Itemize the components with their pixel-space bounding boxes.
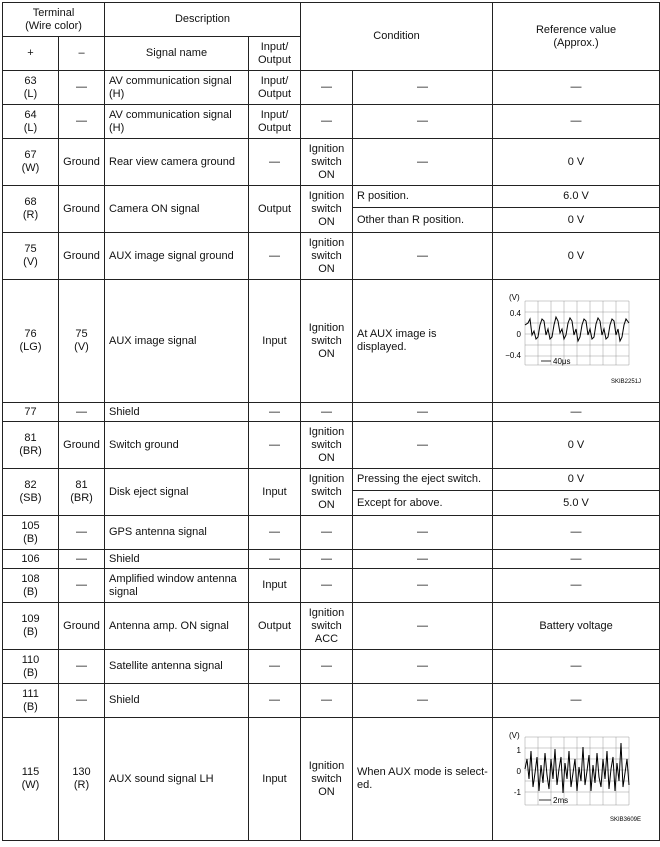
ignition-state: Ignition switch ON	[301, 718, 353, 841]
input-output: —	[249, 650, 301, 684]
input-output: Input	[249, 280, 301, 403]
terminal-plus: 109 (B)	[3, 603, 59, 650]
input-output: —	[249, 516, 301, 550]
terminal-plus: 81 (BR)	[3, 422, 59, 469]
signal-name: Shield	[105, 403, 249, 422]
ignition-state: Ignition switch ON	[301, 280, 353, 403]
figure-code: SKIB3609E	[609, 817, 642, 823]
condition: R position.	[353, 186, 493, 208]
terminal-plus: 115 (W)	[3, 718, 59, 841]
input-output: Output	[249, 603, 301, 650]
condition: At AUX image is displayed.	[353, 280, 493, 403]
signal-name: AUX image signal ground	[105, 233, 249, 280]
table-row	[3, 280, 660, 403]
table-row	[3, 71, 660, 105]
ignition-state: Ignition switch ACC	[301, 603, 353, 650]
reference-value: Battery voltage	[493, 603, 660, 650]
waveform-unit: (V)	[509, 731, 520, 740]
ignition-state: —	[301, 516, 353, 550]
terminal-plus: 106	[3, 550, 59, 569]
reference-value: —	[493, 71, 660, 105]
input-output: Output	[249, 186, 301, 233]
reference-value: 0 V	[493, 422, 660, 469]
header-input-output: Input/ Output	[249, 37, 301, 71]
condition: —	[353, 233, 493, 280]
header-minus: –	[59, 37, 105, 71]
terminal-minus: —	[59, 516, 105, 550]
header-description: Description	[105, 3, 301, 37]
reference-value: 0 V	[493, 139, 660, 186]
reference-value: —	[493, 650, 660, 684]
reference-value: —	[493, 516, 660, 550]
signal-name: Amplified window antenna signal	[105, 569, 249, 603]
reference-value: 0 V	[493, 233, 660, 280]
condition: —	[353, 603, 493, 650]
input-output: Input	[249, 718, 301, 841]
terminal-minus: Ground	[59, 186, 105, 233]
terminal-minus: —	[59, 403, 105, 422]
table-row	[3, 684, 660, 718]
terminal-minus: —	[59, 71, 105, 105]
terminal-minus: Ground	[59, 422, 105, 469]
waveform-tick: 0	[516, 330, 522, 339]
condition: Pressing the eject switch.	[353, 469, 493, 491]
condition: —	[353, 516, 493, 550]
signal-name: AUX image signal	[105, 280, 249, 403]
terminal-plus: 105 (B)	[3, 516, 59, 550]
terminal-plus: 111 (B)	[3, 684, 59, 718]
condition: When AUX mode is select- ed.	[353, 718, 493, 841]
reference-value: —	[493, 403, 660, 422]
input-output: —	[249, 139, 301, 186]
terminal-plus: 77	[3, 403, 59, 422]
time-scale-label: 40μs	[553, 357, 571, 366]
condition: —	[353, 650, 493, 684]
table-row	[3, 233, 660, 280]
reference-value: —	[493, 684, 660, 718]
waveform-tick: 0.4	[509, 309, 522, 318]
terminal-plus: 110 (B)	[3, 650, 59, 684]
terminal-minus: —	[59, 105, 105, 139]
header-signal-name: Signal name	[105, 37, 249, 71]
reference-value: 6.0 V	[493, 186, 660, 208]
terminal-plus: 82 (SB)	[3, 469, 59, 516]
table-row	[3, 139, 660, 186]
terminal-minus: —	[59, 650, 105, 684]
input-output: —	[249, 550, 301, 569]
table-row	[3, 105, 660, 139]
table-row	[3, 603, 660, 650]
terminal-minus: 81 (BR)	[59, 469, 105, 516]
table-row	[3, 650, 660, 684]
signal-name: GPS antenna signal	[105, 516, 249, 550]
condition: —	[353, 139, 493, 186]
ignition-state: Ignition switch ON	[301, 469, 353, 516]
reference-value: —	[493, 569, 660, 603]
condition: —	[353, 105, 493, 139]
input-output: Input	[249, 569, 301, 603]
aux-image-waveform-graph	[501, 291, 651, 391]
signal-name: Rear view camera ground	[105, 139, 249, 186]
table-row	[3, 569, 660, 603]
signal-name: AV communication signal (H)	[105, 71, 249, 105]
terminal-minus: 75 (V)	[59, 280, 105, 403]
ignition-state: —	[301, 105, 353, 139]
signal-name: Satellite antenna signal	[105, 650, 249, 684]
header-condition: Condition	[301, 3, 493, 71]
signal-name: AV communication signal (H)	[105, 105, 249, 139]
terminal-minus: —	[59, 684, 105, 718]
reference-value: —	[493, 550, 660, 569]
signal-name: Switch ground	[105, 422, 249, 469]
input-output: —	[249, 403, 301, 422]
condition: Other than R position.	[353, 208, 493, 233]
ignition-state: —	[301, 650, 353, 684]
table-row	[3, 186, 660, 208]
reference-value: —	[493, 105, 660, 139]
condition: —	[353, 550, 493, 569]
ignition-state: —	[301, 550, 353, 569]
aux-image-waveform	[493, 280, 660, 403]
time-scale-label: 2ms	[553, 796, 569, 805]
reference-value: 5.0 V	[493, 491, 660, 516]
header-plus: +	[3, 37, 59, 71]
signal-name: Shield	[105, 684, 249, 718]
condition: —	[353, 569, 493, 603]
signal-name: Shield	[105, 550, 249, 569]
terminal-plus: 68 (R)	[3, 186, 59, 233]
reference-value: 0 V	[493, 469, 660, 491]
condition: —	[353, 71, 493, 105]
table-row	[3, 403, 660, 422]
terminal-minus: Ground	[59, 603, 105, 650]
terminal-plus: 67 (W)	[3, 139, 59, 186]
table-row	[3, 718, 660, 841]
aux-sound-waveform-graph	[501, 729, 651, 829]
condition: Except for above.	[353, 491, 493, 516]
condition: —	[353, 422, 493, 469]
input-output: Input/ Output	[249, 71, 301, 105]
waveform-tick: 1	[516, 746, 522, 755]
waveform-tick: -1	[513, 788, 522, 797]
terminal-plus: 76 (LG)	[3, 280, 59, 403]
terminal-minus: —	[59, 550, 105, 569]
terminal-minus: —	[59, 569, 105, 603]
ignition-state: —	[301, 403, 353, 422]
condition: —	[353, 684, 493, 718]
header-terminal: Terminal (Wire color)	[3, 3, 105, 37]
terminal-minus: Ground	[59, 139, 105, 186]
table-row	[3, 422, 660, 469]
input-output: —	[249, 233, 301, 280]
signal-name: Disk eject signal	[105, 469, 249, 516]
table-row	[3, 550, 660, 569]
terminal-minus: Ground	[59, 233, 105, 280]
table-row	[3, 516, 660, 550]
terminal-plus: 108 (B)	[3, 569, 59, 603]
condition: —	[353, 403, 493, 422]
ignition-state: Ignition switch ON	[301, 186, 353, 233]
input-output: —	[249, 684, 301, 718]
ignition-state: —	[301, 684, 353, 718]
ignition-state: Ignition switch ON	[301, 233, 353, 280]
waveform-tick: 0	[516, 767, 522, 776]
input-output: —	[249, 422, 301, 469]
ignition-state: —	[301, 569, 353, 603]
signal-name: Antenna amp. ON signal	[105, 603, 249, 650]
ignition-state: Ignition switch ON	[301, 422, 353, 469]
aux-sound-waveform	[493, 718, 660, 841]
terminal-minus: 130 (R)	[59, 718, 105, 841]
figure-code: SKIB2251J	[610, 379, 642, 385]
terminal-plus: 75 (V)	[3, 233, 59, 280]
header-reference: Reference value (Approx.)	[493, 3, 660, 71]
terminal-plus: 63 (L)	[3, 71, 59, 105]
input-output: Input/ Output	[249, 105, 301, 139]
waveform-tick: −0.4	[505, 351, 522, 360]
signal-name: Camera ON signal	[105, 186, 249, 233]
waveform-unit: (V)	[509, 293, 520, 302]
signal-name: AUX sound signal LH	[105, 718, 249, 841]
input-output: Input	[249, 469, 301, 516]
ignition-state: —	[301, 71, 353, 105]
reference-value: 0 V	[493, 208, 660, 233]
ignition-state: Ignition switch ON	[301, 139, 353, 186]
table-row	[3, 469, 660, 491]
terminal-plus: 64 (L)	[3, 105, 59, 139]
terminal-spec-table	[2, 2, 660, 841]
